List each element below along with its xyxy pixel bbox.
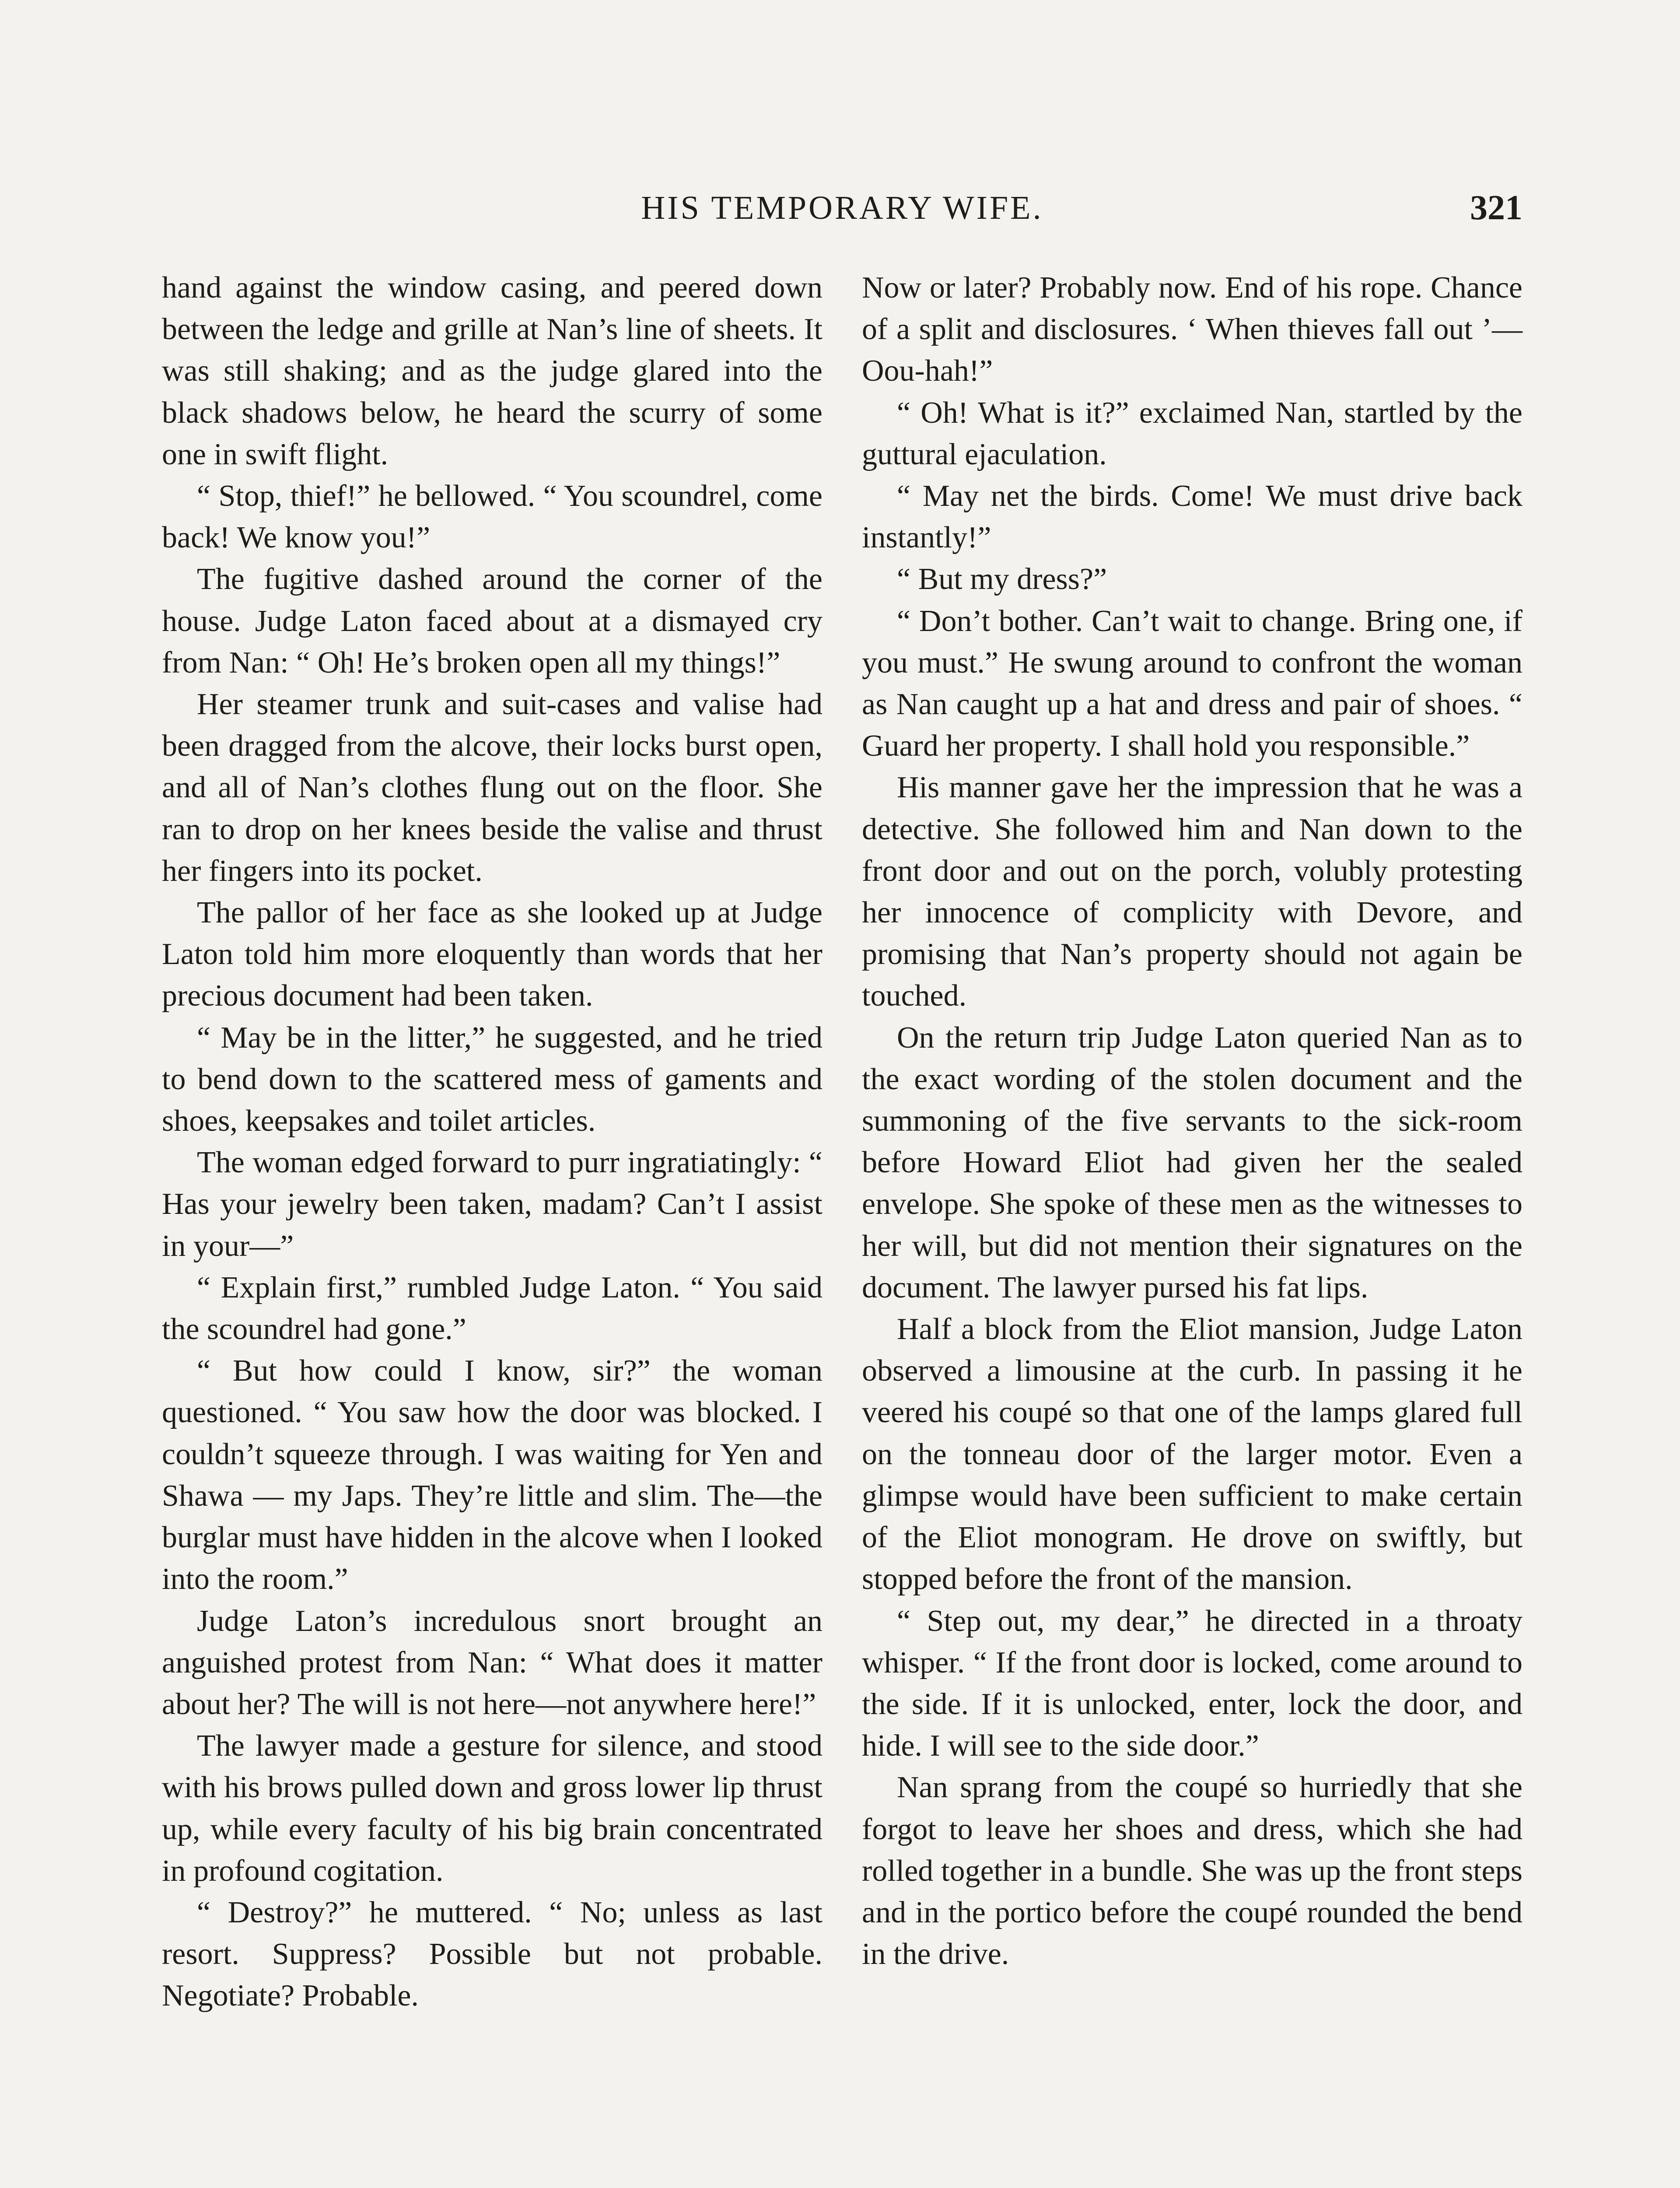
paragraph: “ May net the birds. Come! We must drive back instantly!” <box>862 479 1522 555</box>
paragraph: Now or later? Probably now. End of his rope. Chance of a split and disclosures. ‘ When thieves fall out ’— Oou-hah!” <box>862 271 1522 388</box>
right-column <box>862 267 1522 1975</box>
paragraph: His manner gave her the impression that he was a detective. She followed him and Nan down to the front door and out on the porch, volubly protesting her innocence of complicity with Devore, and promising that Nan’s property should not again be touched. <box>862 771 1522 1013</box>
paragraph: On the return trip Judge Laton queried Nan as to the exact wording of the stolen document and the summoning of the five servants to the sick-room before Howard Eliot had given her the sealed envelope. She spoke of these men as the witnesses to her will, but did not mention their signatures on the document. The lawyer pursed his fat lips. <box>862 1020 1522 1304</box>
paragraph: “ Destroy?” he muttered. “ No; unless as last resort. Suppress? Possible but not probable. Negotiate? Probable. <box>162 1895 822 2013</box>
running-title: HIS TEMPORARY WIFE. <box>641 189 1043 226</box>
paragraph: The fugitive dashed around the corner of the house. Judge Laton faced about at a dismayed cry from Nan: “ Oh! He’s broken open all my things!” <box>162 562 822 680</box>
paragraph: “ Oh! What is it?” exclaimed Nan, startled by the guttural ejaculation. <box>862 396 1522 471</box>
paragraph: Her steamer trunk and suit-cases and valise had been dragged from the alcove, their locks burst open, and all of Nan’s clothes flung out on the floor. She ran to drop on her knees beside the valise and thrust her fingers into its pocket. <box>162 687 822 888</box>
left-column <box>162 267 822 2017</box>
paragraph: hand against the window casing, and peered down between the ledge and grille at Nan’s line of sheets. It was still shaking; and as the judge glared into the black shadows below, he heard the scurry of some one in swift flight. <box>162 271 822 471</box>
paragraph: “ Explain first,” rumbled Judge Laton. “ You said the scoundrel had gone.” <box>162 1270 822 1346</box>
page-header <box>162 184 1522 232</box>
paragraph: Nan sprang from the coupé so hurriedly that she forgot to leave her shoes and dress, which she had rolled together in a bundle. She was up the front steps and in the portico before the coupé rounded the bend in the drive. <box>862 1771 1522 1971</box>
paragraph: The woman edged forward to purr ingratiatingly: “ Has your jewelry been taken, madam? Can’t I assist in your—” <box>162 1146 822 1263</box>
paragraph: “ Don’t bother. Can’t wait to change. Bring one, if you must.” He swung around to confront the woman as Nan caught up a hat and dress and pair of shoes. “ Guard her property. I shall hold you responsible.” <box>862 604 1522 763</box>
paragraph: “ But how could I know, sir?” the woman questioned. “ You saw how the door was blocked. I couldn’t squeeze through. I was waiting for Yen and Shawa — my Japs. They’re little and slim. The—the burglar must have hidden in the alcove when I looked into the room.” <box>162 1354 822 1596</box>
paragraph: Judge Laton’s incredulous snort brought an anguished protest from Nan: “ What does it matter about her? The will is not here—not anywhere here!” <box>162 1604 822 1721</box>
paragraph: Half a block from the Eliot mansion, Judge Laton observed a limousine at the curb. In passing it he veered his coupé so that one of the lamps glared full on the tonneau door of the larger motor. Even a glimpse would have been sufficient to make certain of the Eliot monogram. He drove on swiftly, but stopped before the front of the mansion. <box>862 1312 1522 1596</box>
paragraph: “ Step out, my dear,” he directed in a throaty whisper. “ If the front door is locked, come around to the side. If it is unlocked, enter, lock the door, and hide. I will see to the side door.” <box>862 1604 1522 1763</box>
paragraph: “ But my dress?” <box>897 562 1107 596</box>
paragraph: The pallor of her face as she looked up at Judge Laton told him more eloquently than words that her precious document had been taken. <box>162 896 822 1013</box>
paragraph: “ Stop, thief!” he bellowed. “ You scoundrel, come back! We know you!” <box>162 479 822 555</box>
paragraph: “ May be in the litter,” he suggested, and he tried to bend down to the scattered mess of gaments and shoes, keepsakes and toilet articles. <box>162 1020 822 1138</box>
paragraph: The lawyer made a gesture for silence, and stood with his brows pulled down and gross lower lip thrust up, while every faculty of his big brain concentrated in profound cogitation. <box>162 1729 822 1888</box>
page-number: 321 <box>1470 189 1522 227</box>
